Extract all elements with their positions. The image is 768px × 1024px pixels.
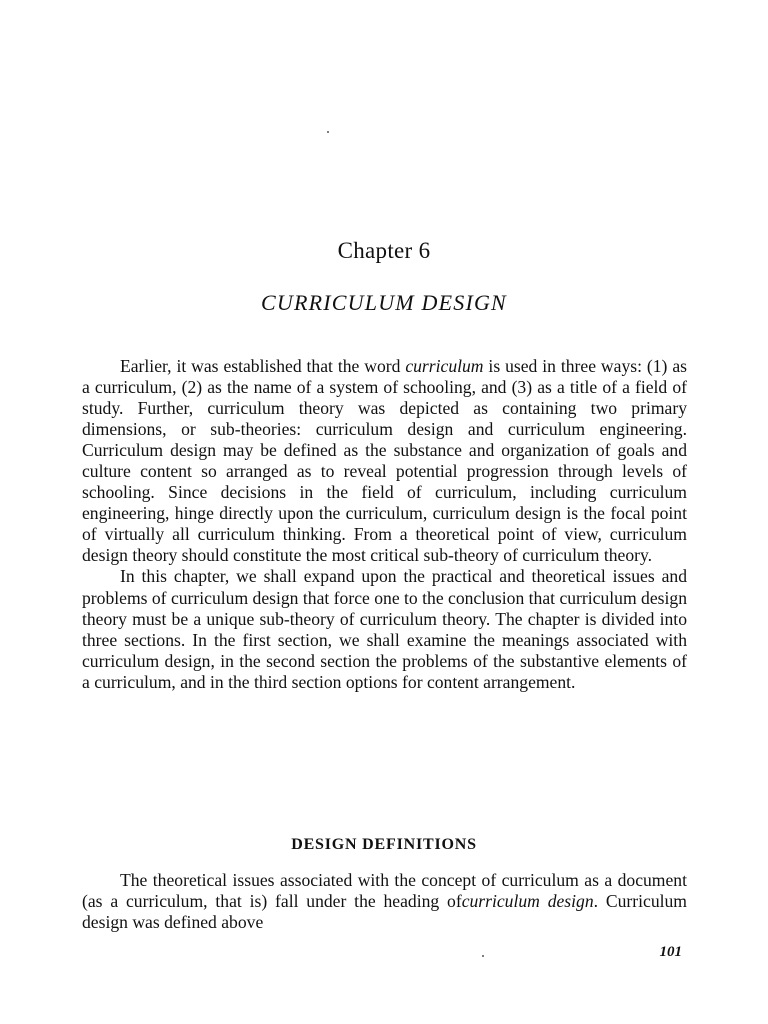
intro-paragraph-1: Earlier, it was established that the word curriculum is used in three ways: (1) as a curriculum, (2) as the name of a system of schooling, and (3) as a title of a field of study. Further, curriculum theory was depicted as containing two primary dimensions, or sub-theories: curriculum design and curriculum engineering. Curriculum design may be defined as the substance and organization of goals and culture content so arranged as to reveal potential progression through levels of schooling. Since decisions in the field of curriculum, including curriculum engineering, hinge directly upon the curriculum, curriculum design is the focal point of virtually all curriculum thinking. From a theoretical point of view, curriculum design theory should constitute the most critical sub-theory of curriculum theory. [82, 356, 687, 566]
intro-text [82, 356, 687, 693]
section-paragraph-1: The theoretical issues associated with the concept of curriculum as a document (as a curriculum, that is) fall under the heading ofcurriculum design. Curriculum design was defined above [82, 870, 687, 933]
chapter-title: CURRICULUM DESIGN [261, 290, 507, 315]
section-text [82, 870, 687, 933]
scan-speck [327, 131, 329, 133]
section-heading: DESIGN DEFINITIONS [291, 836, 477, 853]
term-curriculum: curriculum [405, 356, 484, 376]
term-curriculum-design: curriculum design [461, 891, 594, 912]
scan-speck [482, 955, 484, 957]
page-number: 101 [659, 944, 682, 960]
intro-paragraph-2: In this chapter, we shall expand upon the practical and theoretical issues and problems of curriculum design that force one to the conclusion that curriculum design theory must be a unique sub-theory of curriculum theory. The chapter is divided into three sections. In the first section, we shall examine the meanings associated with curriculum design, in the second section the problems of the substantive elements of a curriculum, and in the third section options for content arrangement. [82, 566, 687, 692]
chapter-number: Chapter 6 [337, 238, 431, 263]
